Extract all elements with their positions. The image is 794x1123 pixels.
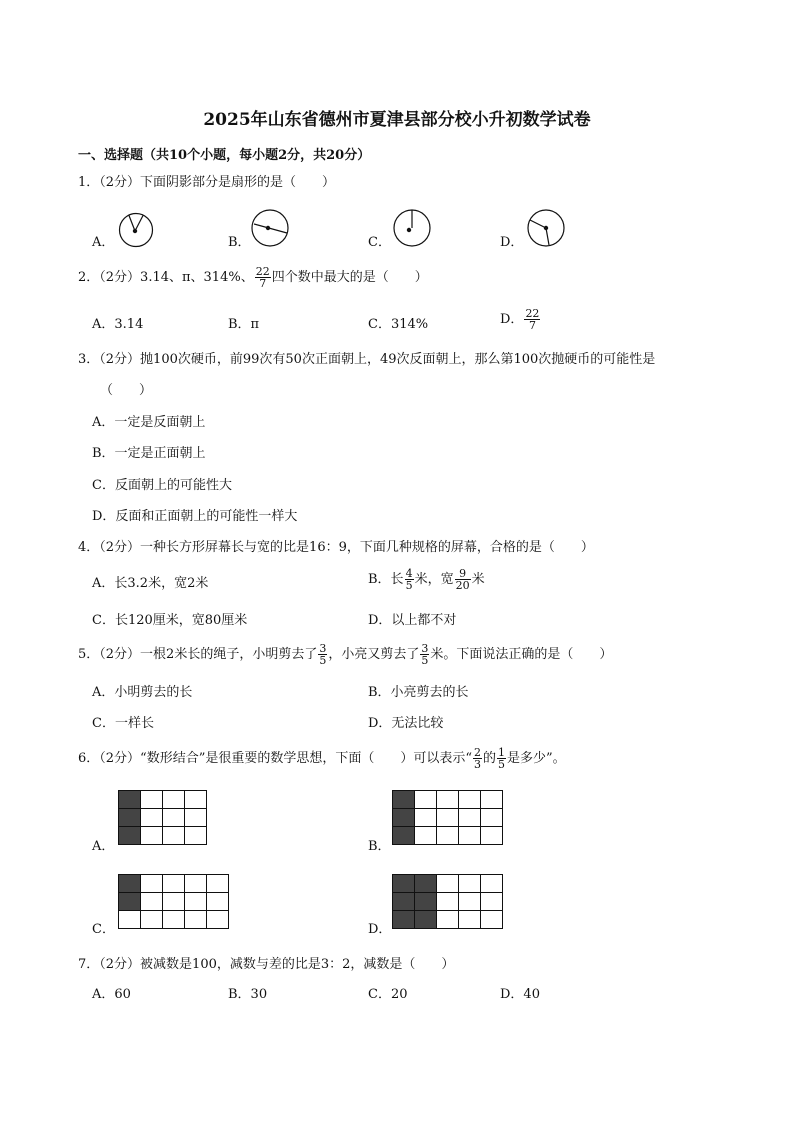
q4-option-d[interactable]: D．以上都不对 [368, 613, 457, 628]
q6-grid-a [118, 790, 207, 845]
q7-option-d[interactable]: D．40 [500, 987, 540, 1002]
q1-option-b[interactable]: B． [228, 235, 251, 250]
q5-option-c[interactable]: C．一样长 [92, 716, 154, 731]
q7-option-a[interactable]: A．60 [92, 987, 131, 1002]
q3-option-d[interactable]: D．反面和正面朝上的可能性一样大 [92, 509, 298, 524]
question-2-stem [78, 266, 428, 289]
q6-grid-d [392, 874, 503, 929]
q2-option-d-fraction: $\frac{22}{7}$ [525, 307, 540, 332]
q3-option-a[interactable]: A．一定是反面朝上 [92, 415, 206, 430]
page-title: 2025年山东省德州市夏津县部分校小升初数学试卷 [203, 110, 591, 130]
q5-option-a[interactable]: A．小明剪去的长 [92, 685, 193, 700]
q4-option-b[interactable]: B．长 $\frac{4}{5}$ 米，宽 $\frac{9}{20}$ 米 [368, 567, 485, 592]
q2-stem-text: 2．（2分）3.14、π、314%、 [78, 270, 254, 285]
question-5-stem: 5．（2分）一根2米长的绳子，小明剪去了 $\frac{3}{5}$ ，小亮又剪去了 $\frac{3}{5}$ 米。下面说法正确的是（ ） [78, 642, 613, 667]
question-6-stem: 6．（2分）“数形结合”是很重要的数学思想，下面（ ）可以表示“ $\frac{2}{3}$ 的 $\frac{1}{5}$ 是多少”。 [78, 746, 566, 771]
q3-option-c[interactable]: C．反面朝上的可能性大 [92, 478, 232, 493]
question-3-stem: 3．（2分）抛100次硬币，前99次有50次正面朝上，49次反面朝上，那么第100次抛硬币的可能性是 [78, 352, 656, 367]
section-heading: 一、选择题（共10个小题，每小题2分，共20分） [78, 148, 371, 163]
q2-option-c[interactable]: C．314% [368, 317, 429, 332]
q6-option-b[interactable]: B． [368, 839, 391, 854]
q1-circle-a-icon [118, 212, 154, 248]
q4-option-a[interactable]: A．长3.2米，宽2米 [92, 576, 209, 591]
q7-option-b[interactable]: B．30 [228, 987, 268, 1002]
q1-option-c[interactable]: C． [368, 235, 391, 250]
question-4-stem: 4．（2分）一种长方形屏幕长与宽的比是16：9，下面几种规格的屏幕，合格的是（ ） [78, 540, 594, 555]
q4-option-c[interactable]: C．长120厘米，宽80厘米 [92, 613, 248, 628]
q2-fraction: $\frac{22}{7}$ [255, 265, 270, 290]
q6-grid-b [392, 790, 503, 845]
q2-option-a[interactable]: A．3.14 [92, 317, 144, 332]
q5-option-d[interactable]: D．无法比较 [368, 716, 444, 731]
question-1-stem: 1．（2分）下面阴影部分是扇形的是（ ） [78, 175, 336, 190]
question-3-stem-cont: （ ） [100, 383, 153, 398]
q2-option-b[interactable]: B．π [228, 317, 260, 332]
q1-option-a[interactable]: A． [92, 235, 115, 250]
q6-grid-c [118, 874, 229, 929]
q1-circle-b-icon [250, 208, 290, 248]
q2-option-d[interactable]: D． $\frac{22}{7}$ [500, 307, 540, 332]
q6-option-d[interactable]: D． [368, 922, 392, 937]
q6-option-a[interactable]: A． [92, 839, 115, 854]
q6-option-c[interactable]: C． [92, 922, 115, 937]
q3-option-b[interactable]: B．一定是正面朝上 [92, 446, 206, 461]
q1-option-d[interactable]: D． [500, 235, 524, 250]
question-7-stem: 7．（2分）被减数是100，减数与差的比是3：2，减数是（ ） [78, 957, 455, 972]
q1-circle-d-icon [526, 208, 566, 248]
q2-stem-text-2: 四个数中最大的是（ ） [271, 270, 428, 285]
q7-option-c[interactable]: C．20 [368, 987, 408, 1002]
q1-circle-c-icon [392, 208, 432, 248]
q5-option-b[interactable]: B．小亮剪去的长 [368, 685, 469, 700]
